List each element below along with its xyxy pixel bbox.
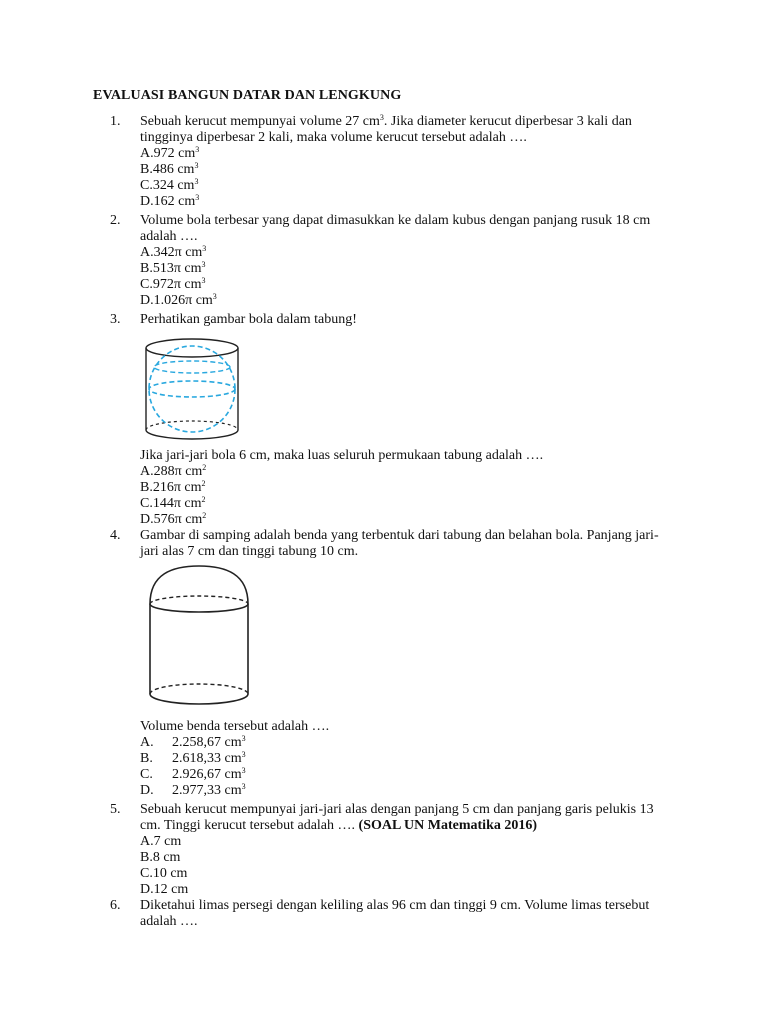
question-body bbox=[140, 114, 670, 210]
question-body bbox=[140, 448, 670, 528]
answer-option[interactable]: D.162 $cm^3$ bbox=[140, 193, 200, 209]
answer-option[interactable]: D.576π $cm^2$ bbox=[140, 511, 207, 527]
question-text-line: Volume benda tersebut adalah …. bbox=[140, 719, 330, 734]
source-note: (SOAL UN Matematika 2016) bbox=[358, 818, 538, 833]
question-number: 3. bbox=[110, 312, 121, 327]
answer-option[interactable]: C.972π $cm^3$ bbox=[140, 276, 206, 292]
question-body bbox=[140, 802, 670, 898]
answer-option[interactable]: D. 2.977,33 $cm^3$ bbox=[140, 782, 246, 798]
answer-option[interactable]: A.7 cm bbox=[140, 834, 182, 849]
question-body bbox=[140, 312, 670, 328]
question-text-line: Sebuah kerucut mempunyai jari-jari alas dengan panjang 5 cm dan panjang garis pelukis 13 bbox=[140, 802, 654, 817]
sphere-in-cylinder-figure bbox=[140, 334, 244, 442]
question-text-line: jari alas 7 cm dan tinggi tabung 10 cm. bbox=[140, 544, 359, 559]
answer-option[interactable]: D.1.026π $cm^3$ bbox=[140, 292, 217, 308]
question-number: 4. bbox=[110, 528, 121, 543]
question-number: 5. bbox=[110, 802, 121, 817]
cylinder-with-hemisphere-figure bbox=[144, 564, 254, 712]
answer-option[interactable]: B.8 cm bbox=[140, 850, 181, 865]
question-text-line: Diketahui limas persegi dengan keliling alas 96 cm dan tinggi 9 cm. Volume limas tersebut bbox=[140, 898, 650, 913]
document-title: EVALUASI BANGUN DATAR DAN LENGKUNG bbox=[93, 88, 402, 103]
question-text-line: tingginya diperbesar 2 kali, maka volume kerucut tersebut adalah …. bbox=[140, 130, 527, 145]
question-text-line: Jika jari-jari bola 6 cm, maka luas seluruh permukaan tabung adalah …. bbox=[140, 448, 544, 463]
answer-option[interactable]: C.144π $cm^2$ bbox=[140, 495, 206, 511]
question-number: 2. bbox=[110, 213, 121, 228]
question-text-line: Perhatikan gambar bola dalam tabung! bbox=[140, 312, 357, 327]
question-body bbox=[140, 898, 670, 930]
question-text-line: Volume bola terbesar yang dapat dimasukkan ke dalam kubus dengan panjang rusuk 18 cm bbox=[140, 213, 651, 228]
question-body bbox=[140, 528, 670, 560]
question-body bbox=[140, 719, 670, 799]
answer-option[interactable]: B.513π $cm^3$ bbox=[140, 260, 206, 276]
answer-option[interactable]: A.342π $cm^3$ bbox=[140, 244, 207, 260]
answer-option[interactable]: B.216π $cm^2$ bbox=[140, 479, 206, 495]
answer-option[interactable]: A.288π $cm^2$ bbox=[140, 463, 207, 479]
answer-option[interactable]: A.972 $cm^3$ bbox=[140, 145, 200, 161]
answer-option[interactable]: C. 2.926,67 $cm^3$ bbox=[140, 766, 246, 782]
question-number: 6. bbox=[110, 898, 121, 913]
question-number: 1. bbox=[110, 114, 121, 129]
question-text-line: adalah …. bbox=[140, 914, 198, 929]
question-text-line: adalah …. bbox=[140, 229, 198, 244]
question-text-line: Sebuah kerucut mempunyai volume 27 $cm^3$. Jika diameter kerucut diperbesar 3 kali dan bbox=[140, 113, 632, 129]
answer-option[interactable]: B. 2.618,33 $cm^3$ bbox=[140, 750, 246, 766]
answer-option[interactable]: C.324 $cm^3$ bbox=[140, 177, 199, 193]
answer-option[interactable]: D.12 cm bbox=[140, 882, 189, 897]
question-body bbox=[140, 213, 670, 309]
answer-option[interactable]: A. 2.258,67 $cm^3$ bbox=[140, 734, 246, 750]
answer-option[interactable]: B.486 $cm^3$ bbox=[140, 161, 199, 177]
question-text-line: cm. Tinggi kerucut tersebut adalah …. (SOAL UN Matematika 2016) bbox=[140, 818, 538, 833]
question-text-line: Gambar di samping adalah benda yang terbentuk dari tabung dan belahan bola. Panjang jari- bbox=[140, 528, 659, 543]
answer-option[interactable]: C.10 cm bbox=[140, 866, 188, 881]
